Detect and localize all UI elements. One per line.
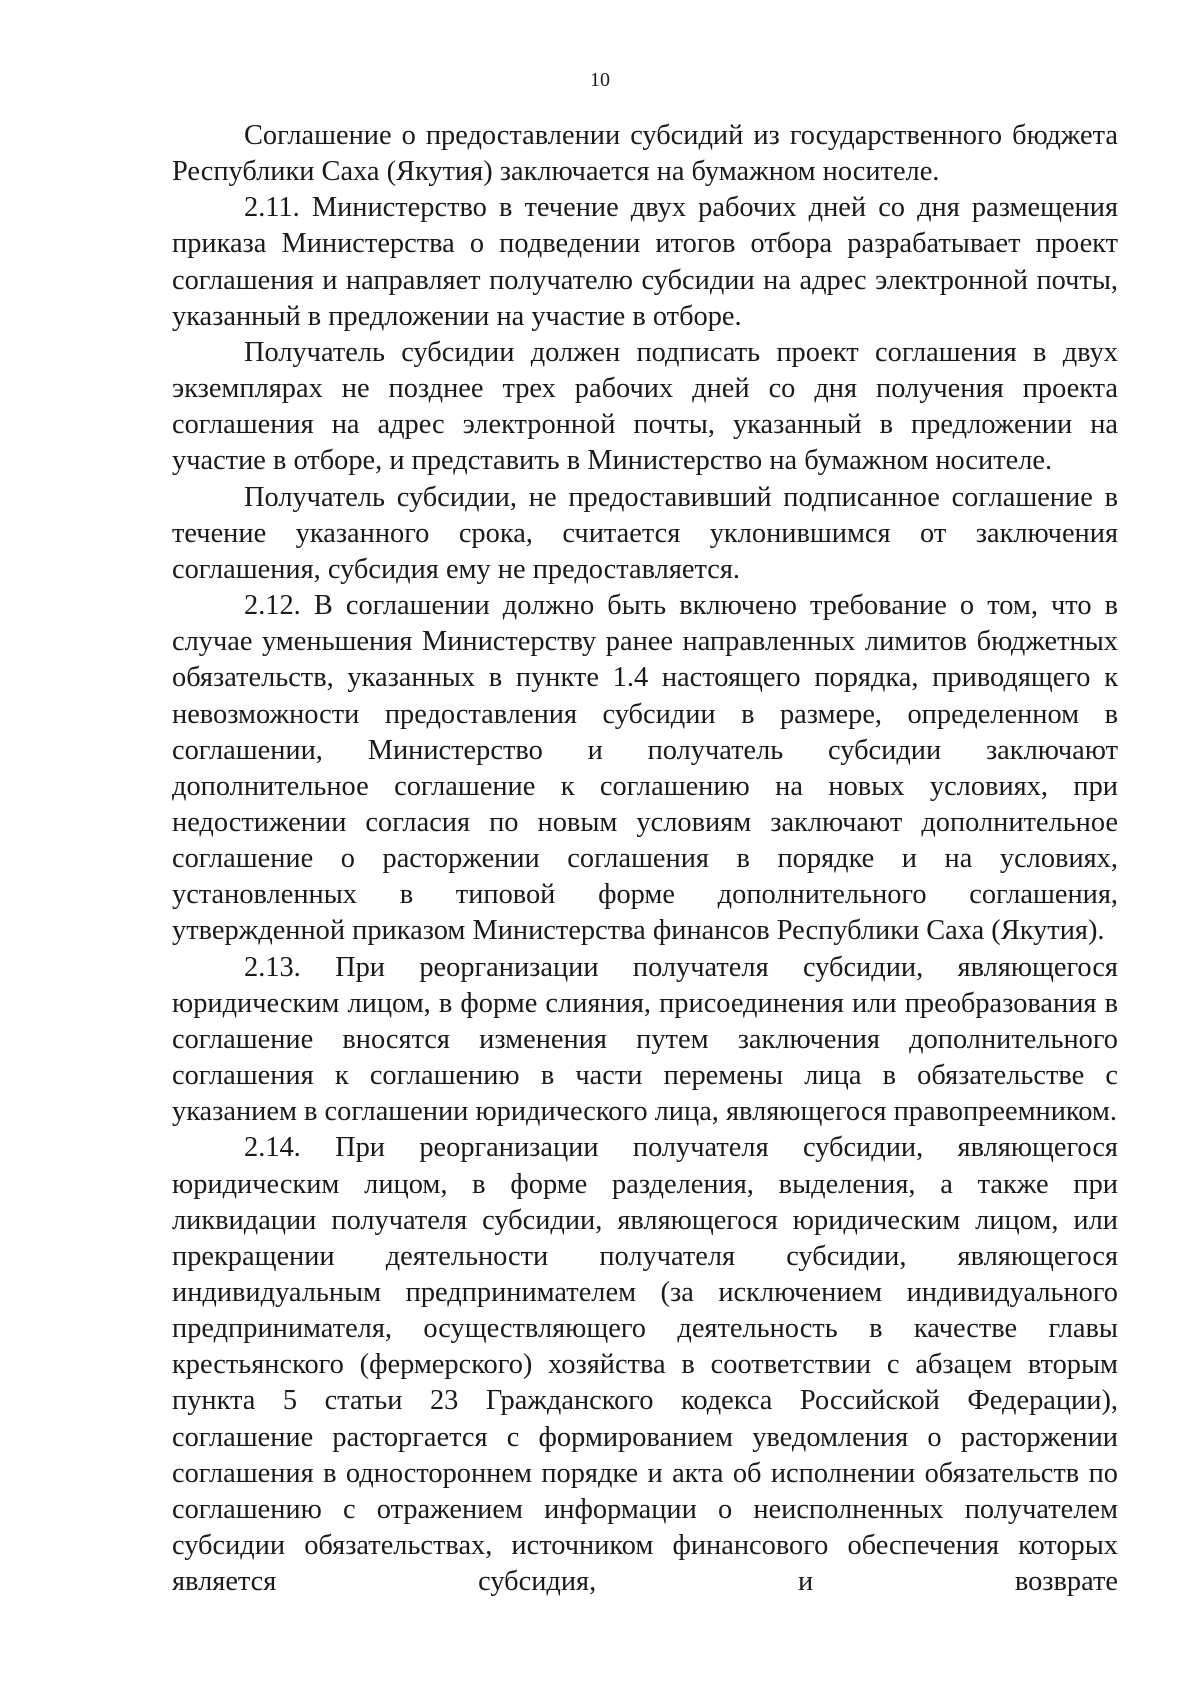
paragraph-2-13: 2.13. При реорганизации получателя субсидии, являющегося юридическим лицом, в форме слияния, присоединения или преобразования в соглашение вносятся изменения путем заключения дополнительного соглашения к соглашению в части перемены лица в обязательстве с указанием в соглашении юридического лица, являющегося правопреемником. (172, 951, 1118, 1128)
page-number: 10 (590, 69, 610, 91)
paragraph-2-11: 2.11. Министерство в течение двух рабочих дней со дня размещения приказа Министерства о подведении итогов отбора разрабатывает проект соглашения и направляет получателю субсидии на адрес электронной почты, указанный в предложении на участие в отборе. (172, 192, 1118, 332)
paragraph-evasion: Получатель субсидии, не предоставивший подписанное соглашение в течение указанного срока, считается уклонившимся от заключения соглашения, субсидия ему не предоставляется. (172, 481, 1118, 585)
paragraph-2-14: 2.14. При реорганизации получателя субсидии, являющегося юридическим лицом, в форме разделения, выделения, а также при ликвидации получателя субсидии, являющегося юридическим лицом, или прекращении деятельности получателя субсидии, являющегося индивидуальным предпринимателем (за исключением индивидуального предпринимателя, осуществляющего деятельность в качестве главы крестьянского (фермерского) хозяйства в соответствии с абзацем вторым пункта 5 статьи 23 Гражданского кодекса Российской Федерации), соглашение расторгается с формированием уведомления о расторжении соглашения в одностороннем порядке и акта об исполнении обязательств по соглашению с отражением информации о неисполненных получателем субсидии обязательствах, источником финансового обеспечения которых является субсидия, и возврате (172, 1132, 1118, 1598)
paragraph-signing: Получатель субсидии должен подписать проект соглашения в двух экземплярах не позднее трех рабочих дней со дня получения проекта соглашения на адрес электронной почты, указанный в предложении на участие в отборе, и представить в Министерство на бумажном носителе. (172, 336, 1118, 477)
document-body (172, 118, 1118, 1600)
paragraph-2-12: 2.12. В соглашении должно быть включено требование о том, что в случае уменьшения Министерству ранее направленных лимитов бюджетных обязательств, указанных в пункте 1.4 настоящего порядка, приводящего к невозможности предоставления субсидии в размере, определенном в соглашении, Министерство и получатель субсидии заключают дополнительное соглашение к соглашению на новых условиях, при недостижении согласия по новым условиям заключают дополнительное соглашение о расторжении соглашения в порядке и на условиях, установленных в типовой форме дополнительного соглашения, утвержденной приказом Министерства финансов Республики Саха (Якутия). (172, 590, 1118, 947)
paragraph-agreement-form: Соглашение о предоставлении субсидий из государственного бюджета Республики Саха (Якутия) заключается на бумажном носителе. (172, 120, 1118, 188)
